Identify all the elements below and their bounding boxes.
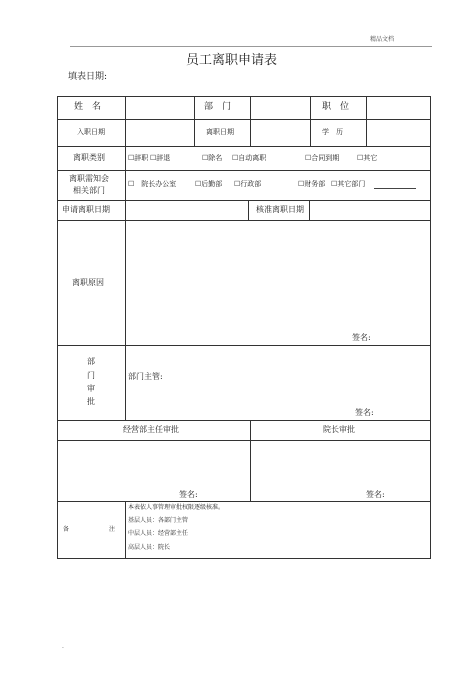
option-voluntary[interactable]: ☐自动离职 — [232, 154, 267, 162]
dept-approve-char-4: 批 — [87, 397, 95, 406]
position-label: 职 位 — [322, 102, 350, 112]
education-label: 学 历 — [322, 128, 343, 136]
remarks-label-b: 注 — [109, 526, 116, 533]
apply-date-label: 申请离职日期 — [62, 205, 110, 214]
dept-approve-char-2: 门 — [87, 371, 95, 380]
option-president-office[interactable]: ☐ 院长办公室 — [128, 180, 177, 188]
name-label: 姓 名 — [74, 102, 102, 112]
remarks-line-3: 中层人员：经营部主任 — [128, 530, 189, 537]
option-admin[interactable]: ☐行政部 — [234, 180, 262, 188]
remarks-line-1: 本表依人事管理审批权限逐级核准。 — [128, 504, 225, 511]
option-expel[interactable]: ☐除名 — [202, 154, 223, 162]
reason-label: 离职原因 — [72, 278, 104, 287]
date-label: 填表日期: — [68, 72, 108, 82]
page-title: 员工离职申请表 — [186, 53, 278, 68]
reason-sign-label: 签名: — [352, 333, 371, 342]
option-resign[interactable]: ☐辞职 — [128, 154, 149, 162]
leave-date-label: 离职日期 — [206, 128, 234, 136]
option-dismiss[interactable]: ☐辞退 — [150, 154, 171, 162]
option-other-dept[interactable]: ☐其它部门 — [331, 180, 366, 188]
president-sign-label: 签名: — [366, 490, 385, 499]
ops-sign-label: 签名: — [179, 490, 198, 499]
option-contract-end[interactable]: ☐合同到期 — [305, 154, 340, 162]
remarks-line-2: 基层人员：各部门主管 — [128, 517, 189, 524]
option-other[interactable]: ☐其它 — [357, 154, 378, 162]
header-rule — [70, 46, 432, 47]
dept-label: 部 门 — [204, 102, 232, 112]
notify-label-1: 离职需知会 — [69, 174, 109, 183]
brand-text: 精品文档 — [370, 36, 395, 43]
dept-approve-char-1: 部 — [87, 357, 95, 366]
other-dept-blank[interactable] — [374, 188, 416, 189]
option-logistics[interactable]: ☐后勤部 — [195, 180, 223, 188]
remarks-label-a: 备 — [63, 526, 70, 533]
dept-sign-label: 签名: — [355, 408, 374, 417]
dept-approve-char-3: 审 — [87, 384, 95, 393]
notify-label-2: 相关部门 — [73, 186, 105, 195]
leave-type-label: 离职类别 — [73, 153, 105, 162]
president-approve-label: 院长审批 — [323, 425, 355, 434]
ops-head-approve-label: 经营部主任审批 — [123, 425, 179, 434]
option-finance[interactable]: ☐财务部 — [298, 180, 326, 188]
remarks-line-4: 高层人员：院长 — [128, 544, 171, 551]
footer-dot: . — [62, 643, 64, 650]
supervisor-label: 部门主管: — [128, 372, 163, 381]
join-date-label: 入职日期 — [77, 128, 105, 136]
approve-date-label: 核准离职日期 — [256, 205, 304, 214]
